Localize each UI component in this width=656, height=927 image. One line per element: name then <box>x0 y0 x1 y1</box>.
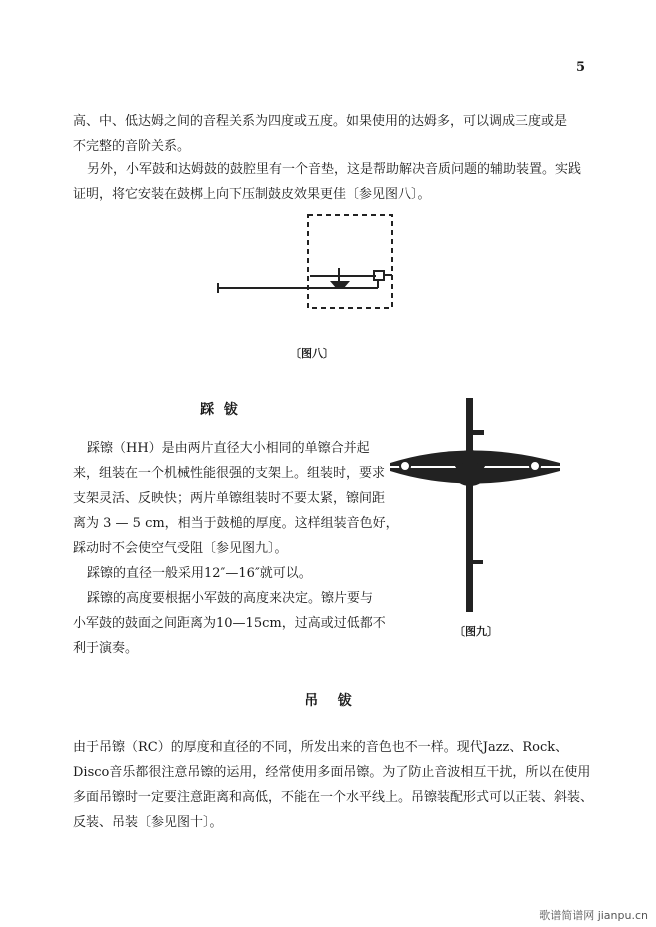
watermark: 歌谱简谱网 jianpu.cn <box>539 909 648 922</box>
mute-paragraph <box>73 157 593 207</box>
hihat-left-felt <box>400 461 410 471</box>
intro-line: 不完整的音阶关系。 <box>73 139 191 154</box>
section-title-hihat: 踩 钹 <box>200 402 238 418</box>
hihat-bottom-bell <box>454 462 486 486</box>
mute-line: 另外，小军鼓和达姆鼓的鼓腔里有一个音垫，这是帮助解决音质问题的辅助装置。实践 <box>87 162 582 177</box>
ride-paragraph <box>73 735 593 835</box>
ride-line: Disco音乐都很注意吊镲的运用，经常使用多面吊镲。为了防止音波相互干扰，所以在使用 <box>73 765 591 780</box>
mute-line: 证明，将它安装在鼓梆上向下压制鼓皮效果更佳〔参见图八〕。 <box>73 187 431 202</box>
intro-line: 高、中、低达姆之间的音程关系为四度或五度。如果使用的达姆多，可以调成三度或是 <box>73 114 568 129</box>
hihat-clutch-upper <box>472 430 484 435</box>
hihat-line: 踩镲（HH）是由两片直径大小相同的单镲合并起 <box>87 441 370 456</box>
hihat-line: 离为 3 — 5 cm，相当于鼓槌的厚度。这样组装音色好， <box>73 516 399 531</box>
hihat-top-cymbal <box>390 451 560 467</box>
intro-paragraph <box>73 109 593 159</box>
hihat-bottom-cymbal <box>390 468 560 484</box>
hihat-line: 支架灵活、反映快；两片单镲组装时不要太紧，镲间距 <box>73 491 386 506</box>
figure9-caption: 〔图九〕 <box>454 625 498 638</box>
ride-line: 反装、吊装〔参见图十〕。 <box>73 815 223 830</box>
section-title-ride: 吊 钹 <box>304 693 352 709</box>
mute-pad <box>330 281 350 288</box>
hihat-pedal-clamp <box>473 560 483 564</box>
hihat-line: 小军鼓的鼓面之间距离为10—15cm，过高或过低都不 <box>73 616 386 631</box>
figure8-caption: 〔图八〕 <box>290 347 334 360</box>
ride-line: 多面吊镲时一定要注意距离和高低，不能在一个水平线上。吊镲装配形式可以正装、斜装、 <box>73 790 594 805</box>
hihat-right-felt <box>530 461 540 471</box>
page-number: 5 <box>576 60 586 75</box>
hihat-line: 来，组装在一个机械性能很强的支架上。组装时，要求 <box>73 466 386 481</box>
hihat-paragraph <box>73 436 399 661</box>
hihat-line: 踩镲的高度要根据小军鼓的高度来决定。镲片要与 <box>87 591 374 606</box>
hihat-line: 利于演奏。 <box>73 641 139 656</box>
drum-shell-outline <box>308 215 392 308</box>
ride-line: 由于吊镲（RC）的厚度和直径的不同，所发出来的音色也不一样。现代Jazz、Rock、 <box>73 740 569 755</box>
tension-screw <box>374 271 384 280</box>
hihat-stand-pole <box>466 398 473 612</box>
hihat-bell <box>454 450 486 474</box>
hihat-line: 踩镲的直径一般采用12″—16″就可以。 <box>87 566 312 581</box>
hihat-line: 踩动时不会使空气受阻〔参见图九〕。 <box>73 541 288 556</box>
